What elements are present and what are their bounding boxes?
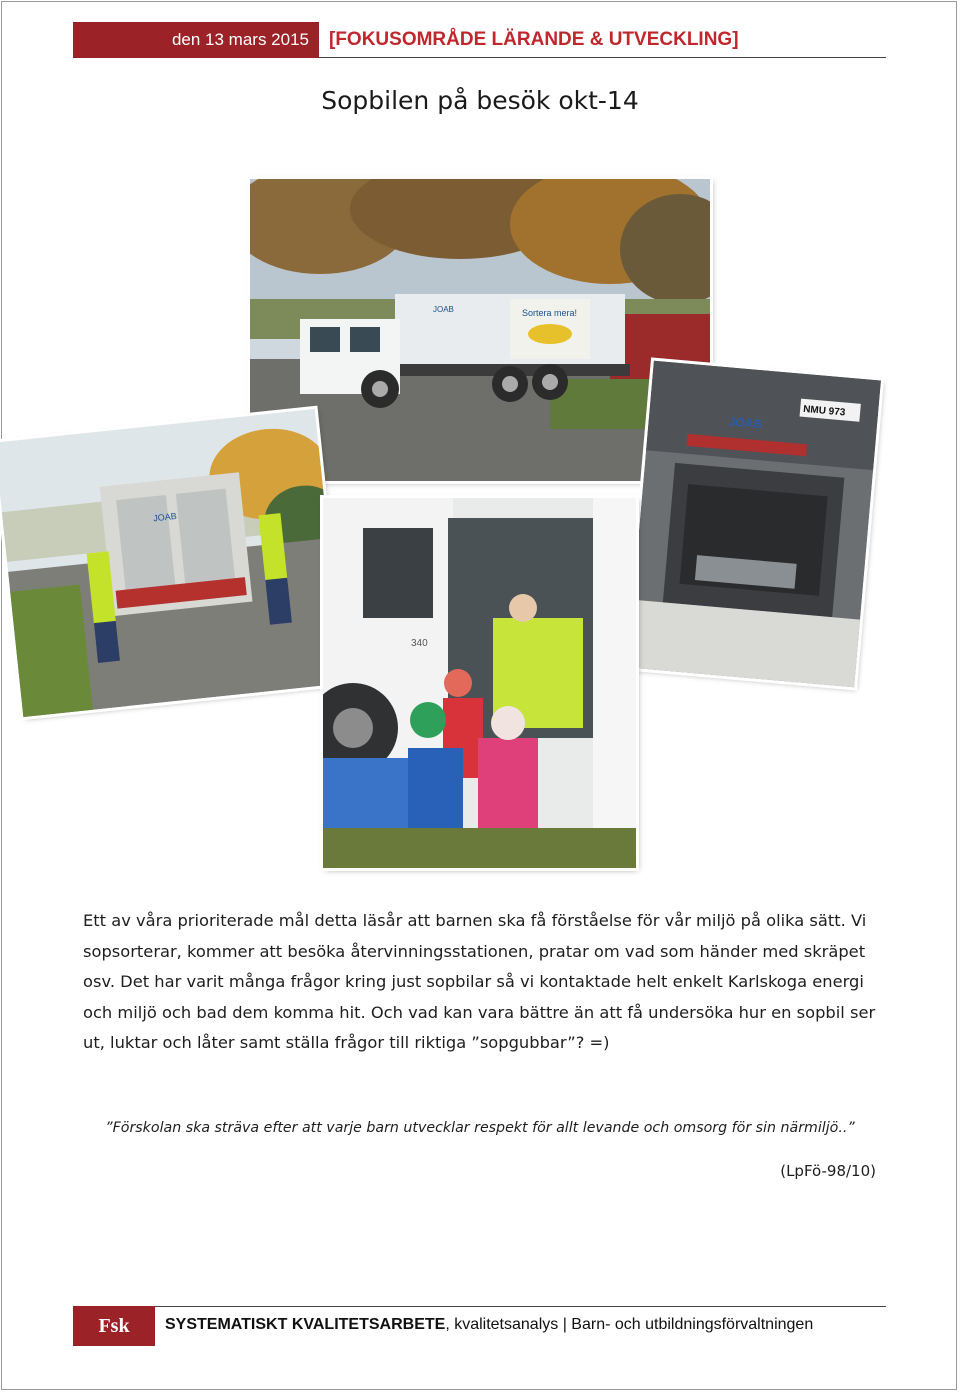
photo-truck-rear-workers bbox=[0, 409, 344, 717]
page-footer bbox=[73, 1306, 886, 1346]
photo-garbage-truck bbox=[250, 179, 710, 481]
header-date: den 13 mars 2015 bbox=[73, 22, 319, 58]
photo-truck-hopper bbox=[627, 361, 881, 688]
page-header bbox=[73, 22, 886, 58]
footer-rule bbox=[155, 1306, 886, 1307]
hopper-plate: NMU 973 bbox=[802, 403, 846, 419]
body-paragraph: Ett av våra prioriterade mål detta läsår att barnen ska få förståelse för vår miljö på olika sätt. Vi sopsorterar, kommer att besöka återvinningsstationen, pratar om vad som händer med skräpet osv. Det har varit många frågor kring just sopbilar så vi kontaktade helt enkelt Karlskoga energi och miljö och bad dem komma hit. Och vad kan vara bättre än att få undersöka hur en sopbil ser ut, luktar och låter samt ställa frågor till riktiga ”sopgubbar”? =) bbox=[83, 911, 876, 1052]
header-rule bbox=[319, 57, 886, 58]
curriculum-quote: ”Förskolan ska sträva efter att varje barn utvecklar respekt för allt levande och omsorg för sin närmiljö..” bbox=[105, 1120, 855, 1136]
footer-title-rest: , kvalitetsanalys | Barn- och utbildningsförvaltningen bbox=[445, 1316, 814, 1333]
page-title: Sopbilen på besök okt-14 bbox=[321, 86, 639, 115]
footer-title-bold: SYSTEMATISKT KVALITETSARBETE bbox=[165, 1316, 446, 1333]
footer-badge: Fsk bbox=[73, 1306, 155, 1346]
truck-brand: JOAB bbox=[433, 305, 454, 314]
footer-text bbox=[165, 1316, 813, 1334]
cab-number: 340 bbox=[411, 638, 428, 649]
photo-children-in-truck bbox=[323, 498, 636, 868]
rear-brand: JOAB bbox=[152, 510, 178, 524]
truck-slogan: Sortera mera! bbox=[522, 308, 578, 318]
curriculum-reference: (LpFö-98/10) bbox=[780, 1162, 876, 1180]
hopper-brand: JOAB bbox=[728, 414, 763, 432]
header-title: [FOKUSOMRÅDE LÄRANDE & UTVECKLING] bbox=[329, 29, 739, 50]
